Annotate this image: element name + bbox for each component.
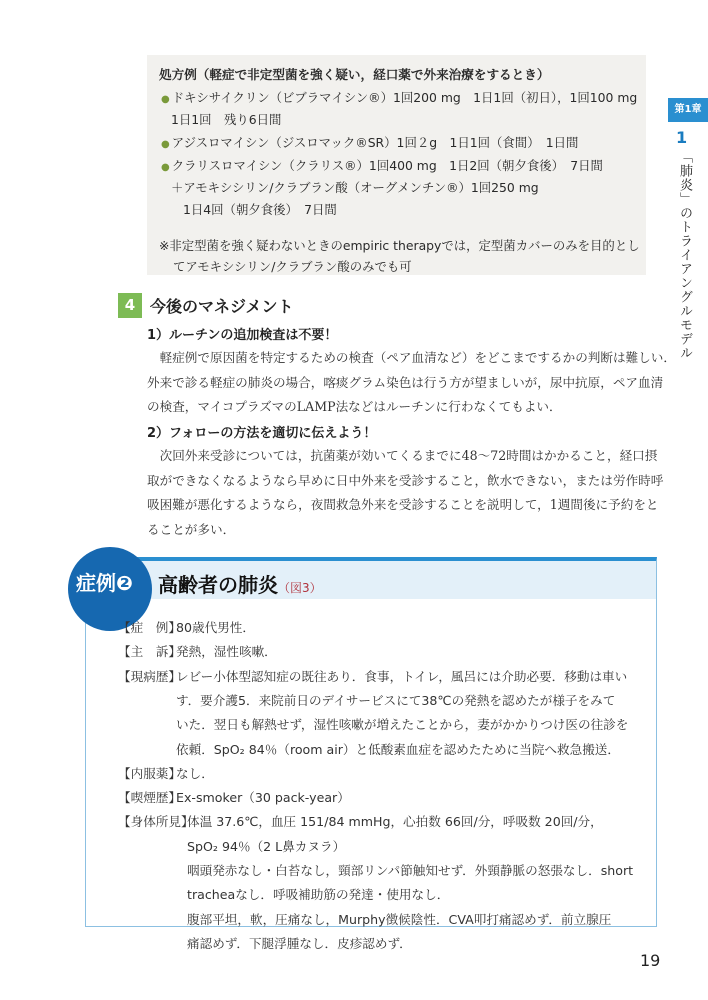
case-item-text: いた．翌日も解熱せず，湿性咳嗽が増えたことから，妻がかかりつけ医の往診を <box>176 717 629 733</box>
body-text: 取ができなくなるようなら早めに日中外来を受診すること，飲水できない，または労作時呼 <box>147 473 664 488</box>
case-item-text: す．要介護5．来院前日のデイサービスにて38℃の発熱を認めたが様子をみて <box>176 692 616 708</box>
prescription-box <box>147 55 646 275</box>
body-text: 軽症例で原因菌を特定するための検査（ペア血清など）をどこまでするかの判断は難しい． <box>147 350 676 365</box>
prescription-line: ● アジスロマイシン（ジスロマック®SR）1回２g 1日1回（食間） 1日間 <box>161 135 579 150</box>
case-item-label: 【症 例】 <box>118 620 181 635</box>
case-item-text: なし． <box>176 765 214 781</box>
subheading: 1）ルーチンの追加検査は不要！ <box>147 328 338 343</box>
chapter-section-number: 1 <box>676 128 688 147</box>
bullet-icon: ● <box>161 94 170 105</box>
case-item-label: 【身体所見】 <box>118 814 194 830</box>
body-text: 外来で診る軽症の肺炎の場合，喀痰グラム染色は行う方が望ましいが，尿中抗原，ペア血清 <box>147 375 664 390</box>
section-title: 今後のマネジメント <box>150 297 294 316</box>
case-label: 症例❷ <box>76 571 133 595</box>
chapter-section-title: 「肺炎」のトライアングルモデル <box>677 150 692 360</box>
prescription-note: ※非定型菌を強く疑わないときのempiric therapyでは，定型菌カバーのみを目的とし <box>159 238 640 253</box>
case-item-text: tracheaなし．呼吸補助筋の発達・使用なし． <box>187 887 450 903</box>
page-number: 19 <box>640 951 661 970</box>
chapter-tab: 第1章 <box>668 98 708 122</box>
case-item-text: 痛認めず．下腿浮腫なし．皮疹認めず． <box>187 935 412 951</box>
prescription-line: ＋アモキシシリン/クラブラン酸（オーグメンチン®）1回250 mg <box>171 180 539 195</box>
prescription-line: 1日1回 残り6日間 <box>171 112 282 127</box>
prescription-title: 処方例（軽症で非定型菌を強く疑い，経口薬で外来治療をするとき） <box>159 67 550 82</box>
prescription-line: ● ドキシサイクリン（ビブラマイシン®）1回200 mg 1日1回（初日），1回100 mg <box>161 90 638 105</box>
prescription-note: てアモキシシリン/クラブラン酸のみでも可 <box>173 259 412 274</box>
case-item-text: 体温 37.6℃，血圧 151/84 mmHg，心拍数 66回/分，呼吸数 20回/分， <box>187 814 603 830</box>
case-item-text: 腹部平坦，軟，圧痛なし，Murphy徴候陰性．CVA叩打痛認めず．前立腺圧 <box>187 911 612 927</box>
case-item-text: 咽頭発赤なし・白苔なし，頸部リンパ節触知せず．外頸静脈の怒張なし．short <box>187 863 634 878</box>
case-item-text: レビー小体型認知症の既往あり．食事，トイレ，風呂には介助必要．移動は車い <box>176 668 628 684</box>
body-text: 次回外来受診については，抗菌薬が効いてくるまでに48〜72時間はかかること，経口摂 <box>147 448 658 463</box>
body-text: ることが多い． <box>147 522 236 537</box>
section-number-badge: 4 <box>118 293 142 318</box>
body-text: 吸困難が悪化するようなら，夜間救急外来を受診することを説明して，1週間後に予約をと <box>147 497 659 512</box>
bullet-icon: ● <box>161 139 170 150</box>
case-item-text: SpO₂ 94％（2 L鼻カヌラ） <box>187 838 346 854</box>
case-item-label: 【喫煙歴】 <box>118 790 181 806</box>
body-text: の検査，マイコプラズマのLAMP法などはルーチンに行わなくてもよい． <box>147 399 562 414</box>
case-item-label: 【現病歴】 <box>118 668 181 684</box>
case-item-text: Ex-smoker（30 pack-year） <box>176 790 350 806</box>
case-item-text: 発熱，湿性咳嗽． <box>176 644 277 660</box>
prescription-line: 1日4回（朝夕食後） 7日間 <box>183 202 337 217</box>
case-item-label: 【内服薬】 <box>118 765 181 781</box>
prescription-line: ● クラリスロマイシン（クラリス®）1回400 mg 1日2回（朝夕食後） 7日間 <box>161 158 603 173</box>
case-title: 高齢者の肺炎（図3） <box>158 573 322 597</box>
bullet-icon: ● <box>161 162 170 173</box>
subheading: 2）フォローの方法を適切に伝えよう！ <box>147 426 377 441</box>
case-item-text: 依頼．SpO₂ 84％（room air）と低酸素血症を認めたために当院へ救急搬送． <box>176 741 620 757</box>
case-item-text: 80歳代男性． <box>176 620 255 635</box>
figure-reference[interactable]: （図3） <box>278 581 322 595</box>
case-item-label: 【主 訴】 <box>118 644 181 660</box>
